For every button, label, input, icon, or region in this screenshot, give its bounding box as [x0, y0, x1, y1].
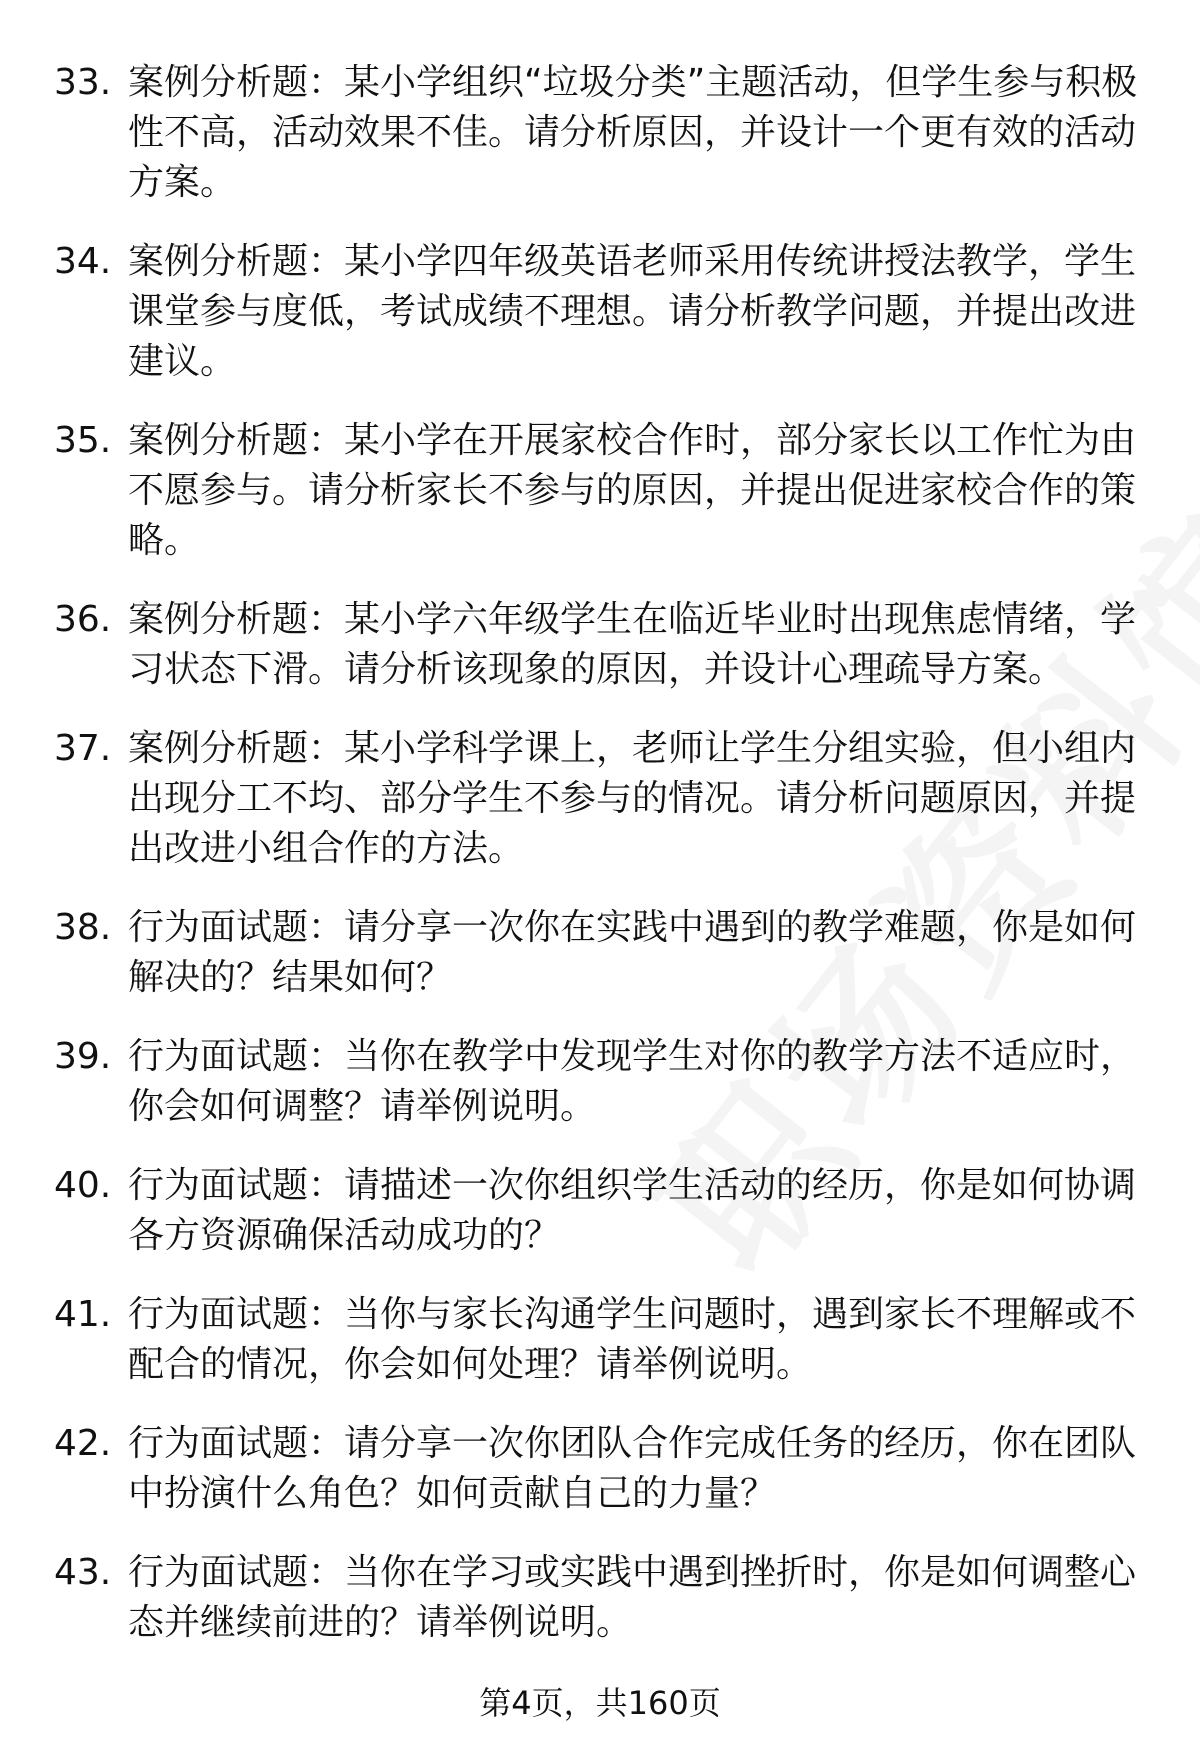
question-item-35: [54, 416, 1154, 566]
question-item-40: [54, 1161, 1154, 1261]
question-item-43: [54, 1548, 1154, 1648]
question-item-37: [54, 724, 1154, 874]
question-number: 36.: [54, 599, 112, 640]
question-number: 42.: [54, 1423, 112, 1464]
question-text: 行为面试题：请分享一次你在实践中遇到的教学难题，你是如何解决的？结果如何？: [128, 907, 1137, 998]
question-text: 行为面试题：请描述一次你组织学生活动的经历，你是如何协调各方资源确保活动成功的？: [128, 1165, 1137, 1256]
question-number: 43.: [54, 1552, 112, 1593]
question-item-38: [54, 903, 1154, 1003]
question-text: 案例分析题：某小学六年级学生在临近毕业时出现焦虑情绪，学习状态下滑。请分析该现象的原因，并设计心理疏导方案。: [128, 599, 1137, 690]
question-item-41: [54, 1290, 1154, 1390]
question-text: 案例分析题：某小学组织“垃圾分类”主题活动，但学生参与积极性不高，活动效果不佳。请分析原因，并设计一个更有效的活动方案。: [128, 62, 1138, 203]
page-number-label: 第4页，共160页: [479, 1684, 721, 1722]
page-footer: [0, 1683, 1200, 1723]
question-text: 行为面试题：当你在教学中发现学生对你的教学方法不适应时，你会如何调整？请举例说明。: [128, 1036, 1137, 1127]
question-text: 行为面试题：请分享一次你团队合作完成任务的经历，你在团队中扮演什么角色？如何贡献自己的力量？: [128, 1423, 1137, 1514]
question-number: 35.: [54, 420, 112, 461]
question-text: 案例分析题：某小学在开展家校合作时，部分家长以工作忙为由不愿参与。请分析家长不参与的原因，并提出促进家校合作的策略。: [128, 420, 1137, 561]
question-number: 40.: [54, 1165, 112, 1206]
question-list: [54, 58, 1154, 1648]
question-number: 34.: [54, 241, 112, 282]
question-number: 38.: [54, 907, 112, 948]
question-item-33: [54, 58, 1154, 208]
question-number: 41.: [54, 1294, 112, 1335]
question-item-39: [54, 1032, 1154, 1132]
question-number: 39.: [54, 1036, 112, 1077]
question-item-34: [54, 237, 1154, 387]
question-text: 案例分析题：某小学科学课上，老师让学生分组实验，但小组内出现分工不均、部分学生不参与的情况。请分析问题原因，并提出改进小组合作的方法。: [128, 728, 1137, 869]
question-number: 33.: [54, 62, 112, 103]
question-text: 案例分析题：某小学四年级英语老师采用传统讲授法教学，学生课堂参与度低，考试成绩不理想。请分析教学问题，并提出改进建议。: [128, 241, 1137, 382]
question-text: 行为面试题：当你在学习或实践中遇到挫折时，你是如何调整心态并继续前进的？请举例说明。: [128, 1552, 1137, 1643]
question-number: 37.: [54, 728, 112, 769]
question-item-36: [54, 595, 1154, 695]
question-item-42: [54, 1419, 1154, 1519]
question-text: 行为面试题：当你与家长沟通学生问题时，遇到家长不理解或不配合的情况，你会如何处理？请举例说明。: [128, 1294, 1137, 1385]
